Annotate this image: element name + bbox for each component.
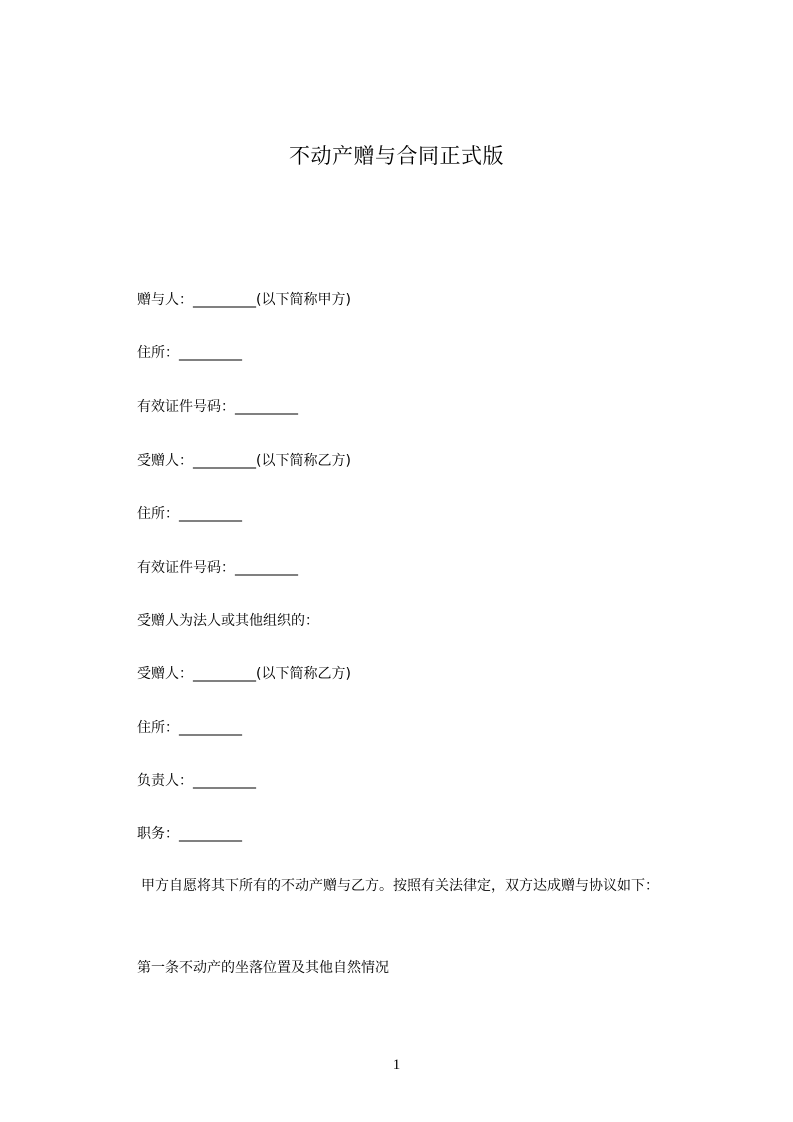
- donee-id-line: 有效证件号码：_________: [137, 560, 298, 576]
- donee-address-line: 住所：_________: [137, 506, 242, 522]
- org-responsible-person-line: 负责人：_________: [137, 773, 256, 789]
- donor-address-line: 住所：_________: [137, 345, 242, 361]
- org-position-line: 职务：_________: [137, 826, 242, 842]
- org-donee-line: 受赠人：_________(以下简称乙方): [137, 666, 351, 682]
- donor-line: 赠与人：_________(以下简称甲方): [137, 292, 351, 308]
- agreement-paragraph: 甲方自愿将其下所有的不动产赠与乙方。按照有关法律定，双方达成赠与协议如下：: [141, 878, 659, 894]
- donee-line: 受赠人：_________(以下简称乙方): [137, 453, 351, 469]
- org-address-line: 住所：_________: [137, 720, 242, 736]
- document-title: 不动产赠与合同正式版: [289, 144, 504, 168]
- page-number: 1: [392, 1057, 401, 1073]
- donor-id-line: 有效证件号码：_________: [137, 399, 298, 415]
- article-one-heading: 第一条不动产的坐落位置及其他自然情况: [137, 960, 389, 976]
- donee-organization-note: 受赠人为法人或其他组织的：: [137, 613, 319, 629]
